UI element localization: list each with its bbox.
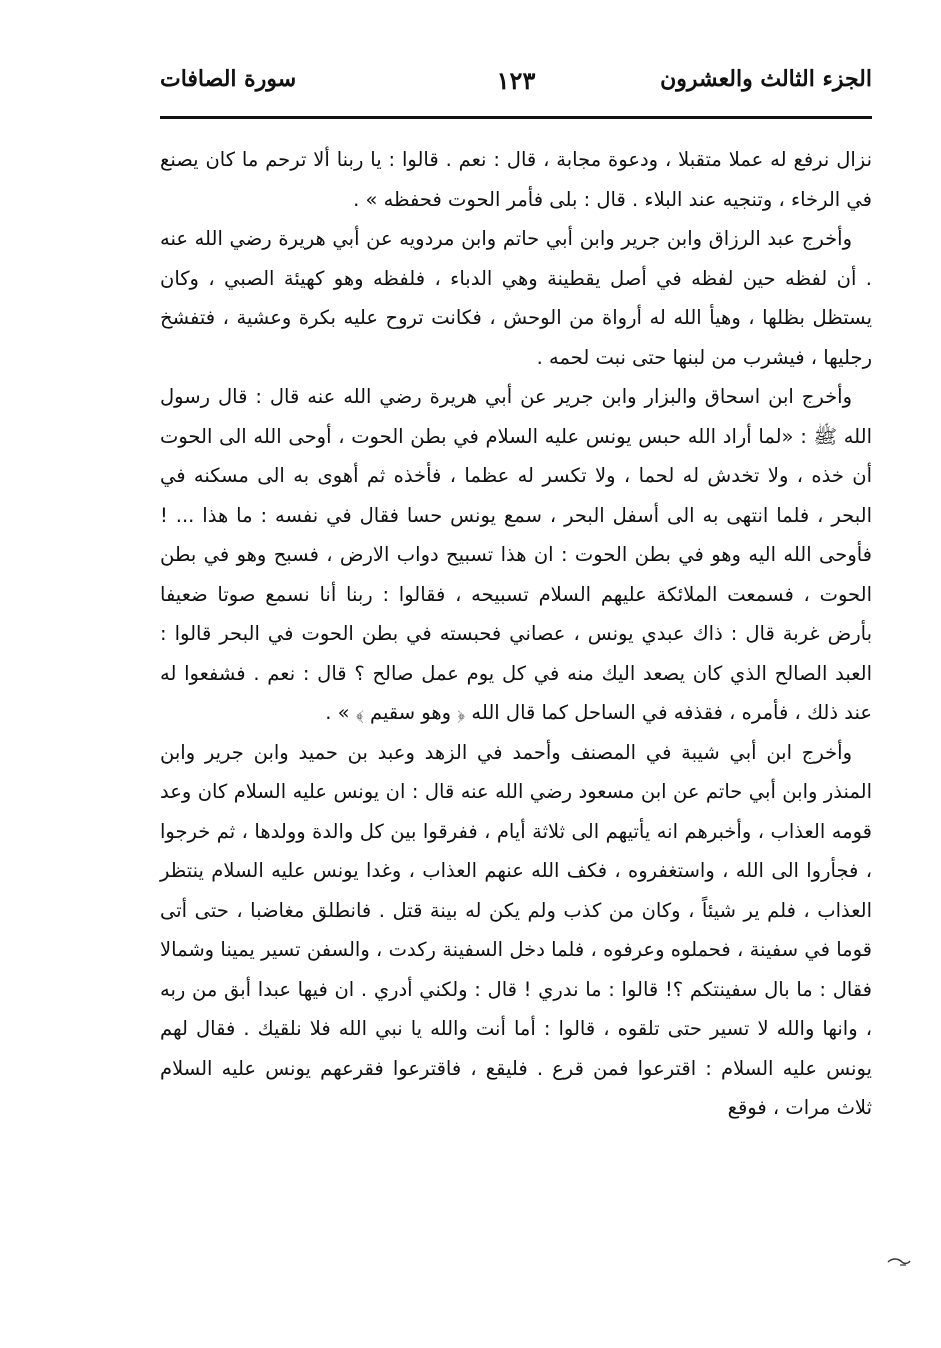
page-header bbox=[160, 62, 872, 106]
page-number: ١٢٣ bbox=[496, 66, 536, 95]
running-header-part: الجزء الثالث والعشرون bbox=[660, 66, 872, 92]
scan-mark-icon bbox=[886, 1256, 912, 1268]
body-text bbox=[160, 140, 872, 1128]
paragraph: وأخرج ابن اسحاق والبزار وابن جرير عن أبي هريرة رضي الله عنه قال : قال رسول الله ﷺ : «لما أراد الله حبس يونس عليه السلام في بطن الحوت ، أوحى الله الى الحوت أن خذه ، ولا تخدش له لحما ، ولا تكسر له عظما ، فأخذه ثم أهوى به الى مسكنه في البحر ، فلما انتهى به الى أسفل البحر ، سمع يونس حسا فقال في نفسه : ما هذا ... ! فأوحى الله اليه وهو في بطن الحوت : ان هذا تسبيح دواب الارض ، فسبح وهو في بطن الحوت ، فسمعت الملائكة عليهم السلام تسبيحه ، فقالوا : ربنا أنا نسمع صوتا ضعيفا بأرض غربة قال : ذاك عبدي يونس ، عصاني فحبسته في بطن الحوت في البحر قالوا : العبد الصالح الذي كان يصعد اليك منه في كل يوم عمل صالح ؟ قال : نعم . فشفعوا له عند ذلك ، فأمره ، فقذفه في الساحل كما قال الله ﴿ وهو سقيم ﴾ » . bbox=[160, 385, 872, 724]
paragraph: نزال نرفع له عملا متقبلا ، ودعوة مجابة ، قال : نعم . قالوا : يا ربنا ألا ترحم ما كان يصنع في الرخاء ، وتنجيه عند البلاء . قال : بلى فأمر الحوت فحفظه » . bbox=[160, 148, 872, 211]
running-header-surah: سورة الصافات bbox=[160, 66, 297, 92]
paragraph: وأخرج عبد الرزاق وابن جرير وابن أبي حاتم وابن مردويه عن أبي هريرة رضي الله عنه . أن لفظه حين لفظه في أصل يقطينة وهي الدباء ، فلفظه وهو كهيئة الصبي ، وكان يستظل بظلها ، وهيأ الله له أرواة من الوحش ، فكانت تروح عليه بكرة وعشية ، فتفشخ رجليها ، فيشرب من لبنها حتى نبت لحمه . bbox=[160, 227, 872, 369]
header-rule bbox=[160, 116, 872, 119]
paragraph: وأخرج ابن أبي شيبة في المصنف وأحمد في الزهد وعبد بن حميد وابن جرير وابن المنذر وابن أبي حاتم عن ابن مسعود رضي الله عنه قال : ان يونس عليه السلام كان وعد قومه العذاب ، وأخبرهم انه يأتيهم الى ثلاثة أيام ، ففرقوا بين كل والدة وولدها ، ثم خرجوا ، فجأروا الى الله ، واستغفروه ، فكف الله عنهم العذاب ، وغدا يونس عليه السلام ينتظر العذاب ، فلم ير شيئاً ، وكان من كذب ولم يكن له بينة قتل . فانطلق مغاضبا ، حتى أتى قوما في سفينة ، فحملوه وعرفوه ، فلما دخل السفينة ركدت ، والسفن تسير يمينا وشمالا فقال : ما بال سفينتكم ؟! قالوا : ما ندري ! قال : ولكني أدري . ان فيها عبدا أبق من ربه ، وانها والله لا تسير حتى تلقوه ، قالوا : أما أنت والله يا نبي الله فلا نلقيك . فقال لهم يونس عليه السلام : اقترعوا فمن قرع . فليقع ، فاقترعوا فقرعهم يونس عليه السلام ثلاث مرات ، فوقع bbox=[160, 740, 872, 1119]
